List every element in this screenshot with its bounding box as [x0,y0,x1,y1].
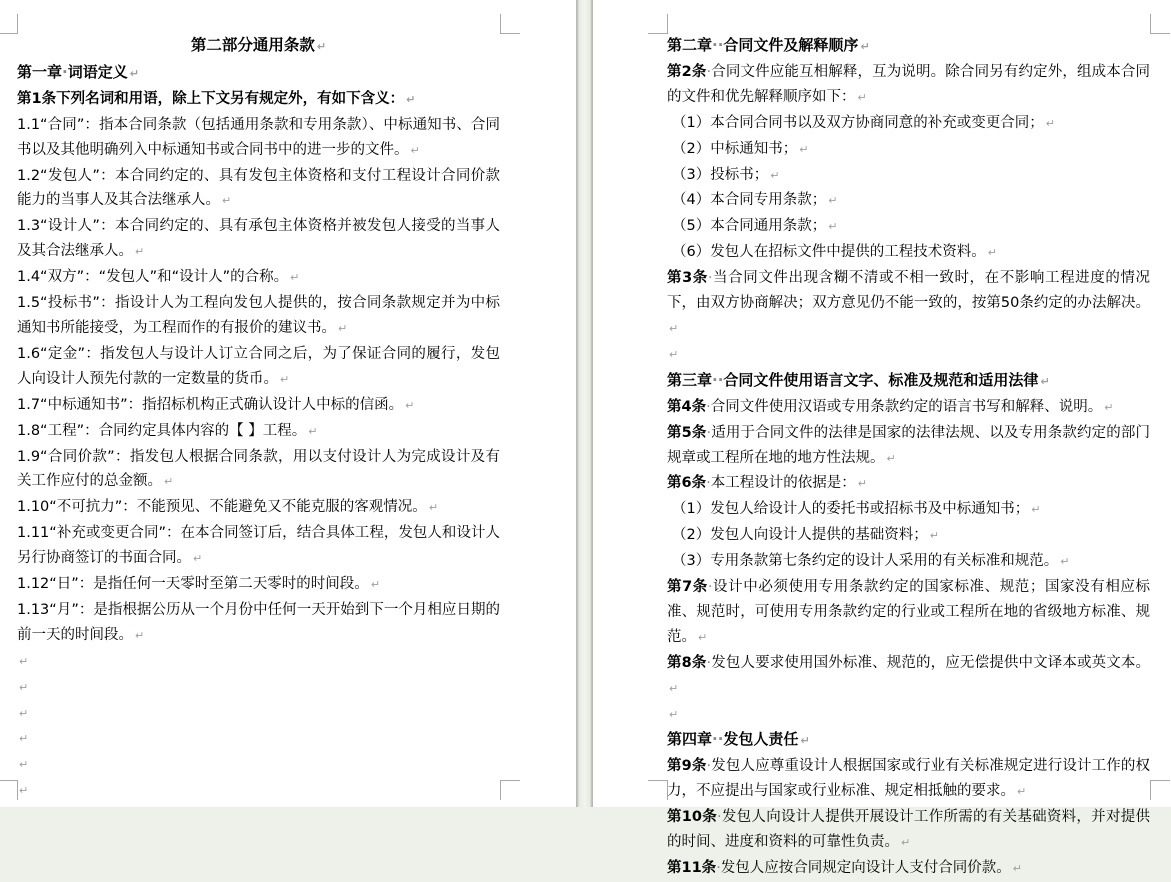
paragraph [17,113,500,164]
clause-number: 第5条 [667,424,707,441]
pilcrow-mark: ↵ [669,681,679,695]
margin-corner-mark [500,780,520,800]
pilcrow-mark: ↵ [19,784,29,798]
empty-paragraph [17,778,500,804]
paragraph-text: 下列名词和用语，除上下文另有规定外，有如下含义： [56,90,405,107]
pilcrow-mark: ↵ [19,680,29,694]
pilcrow-mark: ↵ [1045,116,1055,130]
paragraph-text: 1.6“定金”：指发包人与设计人订立合同之后，为了保证合同的履行，发包人向设计人预先付款的一定数量的货币。 [17,345,500,387]
paragraph [667,497,1150,523]
paragraph-text: 1.12“日”：是指任何一天零时至第二天零时的时间段。 [17,576,369,593]
page-gap [576,0,593,807]
empty-paragraph [17,675,500,701]
paragraph-text: 发包人要求使用国外标准、规范的，应无偿提供中文译本或英文本。 [711,654,1150,671]
paragraph [667,805,1150,856]
space-mark: · [706,654,712,671]
clause-number: 第2条 [667,63,707,80]
page-left-text [17,33,500,804]
pilcrow-mark: ↵ [193,552,203,566]
paragraph [17,265,500,291]
margin-corner-mark [1150,780,1170,800]
pilcrow-mark: ↵ [290,271,300,285]
space-mark: ·· [712,36,724,54]
space-mark: · [706,758,712,775]
paragraph [17,445,500,496]
empty-paragraph [17,726,500,752]
margin-corner-mark [1150,14,1170,34]
space-mark: · [716,860,721,876]
paragraph-text: 1.3“设计人”：本合同约定的、具有承包主体资格并被发包人接受的当事人及其合法继承人。 [17,218,500,260]
space-mark: · [706,424,712,441]
paragraph [17,342,500,393]
pilcrow-mark: ↵ [164,475,174,489]
pilcrow-mark: ↵ [428,501,439,515]
space-mark: ·· [712,370,724,389]
clause-number: 第1条 [17,90,57,107]
pilcrow-mark: ↵ [1040,374,1050,388]
paragraph-text: （5）本合同通用条款； [672,218,827,235]
paragraph-text: 发包人应尊重设计人根据国家或行业有关标准规定进行设计工作的权力，不应提出与国家或行业标准、规定相抵触的要求。 [667,758,1150,800]
empty-paragraph [17,752,500,778]
margin-corner-mark [0,14,18,34]
paragraph-text: （6）发包人在招标文件中提供的工程技术资料。 [672,244,986,261]
pilcrow-mark: ↵ [800,734,810,748]
paragraph [667,111,1150,137]
paragraph-text: 合同文件及解释顺序 [723,36,859,54]
paragraph [17,393,500,419]
margin-corner-mark [648,14,668,34]
clause-number: 第8条 [667,654,707,671]
pilcrow-mark: ↵ [886,451,896,465]
paragraph-text: 设计中必须使用专用条款约定的国家标准、规范；国家没有相应标准、规范时，可使用专用条款约定的行业或工程所在地的省级地方标准、规范。 [667,579,1151,645]
paragraph-text: 合同文件使用语言文字、标准及规范和适用法律 [723,370,1039,389]
paragraph-text: 1.5“投标书”：指设计人为工程向发包人提供的，按合同条款规定并为中标通知书所能接受，为工程而作的有报价的建议书。 [17,295,500,336]
paragraph [667,471,1150,497]
pilcrow-mark: ↵ [338,321,348,335]
paragraph [667,395,1150,421]
paragraph [667,266,1150,342]
paragraph-text: 发包人责任 [723,730,799,749]
pilcrow-mark: ↵ [1060,555,1070,569]
paragraph-text: 适用于合同文件的法律是国家的法律法规、以及专用条款约定的部门规章或工程所在地的地方性法规。 [667,424,1150,466]
paragraph [17,33,500,60]
paragraph-text: 合同文件应能互相解释，互为说明。除合同另有约定外，组成本合同的文件和优先解释顺序如下： [667,63,1150,105]
paragraph [17,214,500,265]
paragraph [17,598,500,649]
paragraph [17,60,500,87]
pilcrow-mark: ↵ [1031,503,1041,517]
paragraph [17,572,500,598]
space-mark: · [62,62,68,81]
pilcrow-mark: ↵ [1017,785,1027,799]
paragraph [667,575,1150,651]
paragraph [667,549,1150,575]
clause-number: 第一章 [17,62,63,81]
pilcrow-mark: ↵ [19,654,29,668]
pilcrow-mark: ↵ [222,194,232,208]
paragraph-text: 1.7“中标通知书”：指招标机构正式确认设计人中标的信函。 [17,396,404,413]
clause-number: 第6条 [667,475,707,492]
page-right-text [667,33,1150,882]
paragraph-text: 1.2“发包人”：本合同约定的、具有发包主体资格和支付工程设计合同价款能力的当事人及其合法继承人。 [17,167,500,209]
pilcrow-mark: ↵ [19,758,29,772]
paragraph-text: （3）专用条款第七条约定的设计人采用的有关标准和规范。 [672,553,1059,570]
space-mark: ·· [712,730,724,749]
pilcrow-mark: ↵ [860,40,870,53]
pilcrow-mark: ↵ [828,194,838,208]
paragraph [667,727,1150,754]
pilcrow-mark: ↵ [406,92,416,106]
space-mark: · [706,63,712,80]
paragraph-text: 1.11“补充或变更合同”：在本合同签订后，结合具体工程，发包人和设计人另行协商签订的书面合同。 [17,525,500,567]
margin-corner-mark [648,780,668,800]
space-mark: · [706,475,711,492]
pilcrow-mark: ↵ [280,372,290,386]
pilcrow-mark: ↵ [316,40,327,53]
paragraph-text: 合同文件使用汉语或专用条款约定的语言书写和解释、说明。 [710,398,1103,415]
empty-paragraph [17,701,500,727]
clause-number: 第9条 [667,758,707,775]
pilcrow-mark: ↵ [698,630,708,644]
pilcrow-mark: ↵ [19,732,29,746]
pilcrow-mark: ↵ [669,707,679,721]
space-mark: · [706,398,711,415]
pilcrow-mark: ↵ [669,347,679,361]
clause-number: 第7条 [667,579,708,596]
pilcrow-mark: ↵ [135,245,145,259]
paragraph-text: 1.1“合同”：指本合同条款（包括通用条款和专用条款）、中标通知书、合同书以及其他明确列入中标通知书或合同书中的进一步的文件。 [17,116,500,158]
clause-number: 第11条 [667,860,717,876]
clause-number: 第10条 [667,809,717,826]
pilcrow-mark: ↵ [135,628,145,642]
paragraph [17,419,500,445]
pilcrow-mark: ↵ [129,66,139,80]
paragraph [667,137,1150,163]
paragraph-text: （3）投标书； [672,166,769,183]
paragraph [667,651,1150,702]
paragraph [667,214,1150,240]
paragraph-text: （4）本合同专用条款； [672,192,827,209]
paragraph-text: 当合同文件出现含糊不清或不相一致时，在不影响工程进度的情况下，由双方协商解决；双方意见仍不能一致的，按第50条约定的办法解决。 [667,270,1151,312]
pilcrow-mark: ↵ [901,836,911,850]
paragraph [667,754,1150,805]
paragraph-text: （1）本合同合同书以及双方协商同意的补充或变更合同； [672,114,1044,131]
paragraph [667,856,1150,882]
paragraph [667,33,1150,60]
paragraph-text: 发包人向设计人提供开展设计工作所需的有关基础资料，并对提供的时间、进度和资料的可靠性负责。 [667,809,1150,851]
paragraph-text: 词语定义 [67,62,128,81]
pilcrow-mark: ↵ [799,142,809,156]
margin-corner-mark [0,780,18,800]
paragraph [667,163,1150,189]
paragraph [17,164,500,215]
empty-paragraph [667,342,1150,368]
pilcrow-mark: ↵ [987,246,997,260]
pilcrow-mark: ↵ [19,706,29,720]
empty-paragraph [667,702,1150,728]
clause-number: 第三章 [667,370,713,389]
paragraph [667,421,1150,472]
paragraph [667,60,1150,111]
paragraph [667,240,1150,266]
pilcrow-mark: ↵ [929,529,939,543]
pilcrow-mark: ↵ [410,143,420,157]
paragraph-text: （1）发包人给设计人的委托书或招标书及中标通知书； [672,501,1030,518]
space-mark: · [707,270,713,287]
paragraph-text: 1.9“合同价款”：指发包人根据合同条款，用以支付设计人为完成设计及有关工作应付的总金额。 [17,448,500,490]
paragraph [667,523,1150,549]
paragraph [17,495,500,521]
clause-number: 第四章 [667,730,713,749]
paragraph-text: 1.8“工程”：合同约定具体内容的【 】工程。 [17,422,307,439]
paragraph-text: 1.10“不可抗力”：不能预见、不能避免又不能克服的客观情况。 [17,499,427,516]
clause-number: 第二章 [667,36,713,54]
pilcrow-mark: ↵ [1012,862,1023,875]
paragraph [17,291,500,342]
paragraph-text: 发包人应按合同规定向设计人支付合同价款。 [720,860,1011,876]
pilcrow-mark: ↵ [857,90,867,104]
pilcrow-mark: ↵ [1104,400,1114,414]
pilcrow-mark: ↵ [405,398,415,412]
space-mark: · [717,809,722,826]
pilcrow-mark: ↵ [669,321,679,335]
pilcrow-mark: ↵ [770,168,780,182]
paragraph-text: 第二部分通用条款 [190,36,315,54]
paragraph-text: （2）中标通知书； [672,140,798,157]
paragraph-text: （2）发包人向设计人提供的基础资料； [672,527,928,544]
clause-number: 第3条 [667,270,708,287]
clause-number: 第4条 [667,398,707,415]
margin-corner-mark [500,14,520,34]
paragraph-text: 1.13“月”：是指根据公历从一个月份中任何一天开始到下一个月相应日期的前一天的时间段。 [17,601,500,643]
paragraph [17,521,500,572]
empty-paragraph [17,649,500,675]
paragraph-text: 1.4“双方”：“发包人”和“设计人”的合称。 [17,269,289,286]
pilcrow-mark: ↵ [857,477,867,491]
pilcrow-mark: ↵ [308,424,318,438]
paragraph [667,368,1150,395]
pilcrow-mark: ↵ [370,578,381,592]
space-mark: · [707,579,713,596]
pilcrow-mark: ↵ [828,220,838,234]
paragraph [17,87,500,113]
paragraph [667,188,1150,214]
paragraph-text: 本工程设计的依据是： [710,475,856,492]
